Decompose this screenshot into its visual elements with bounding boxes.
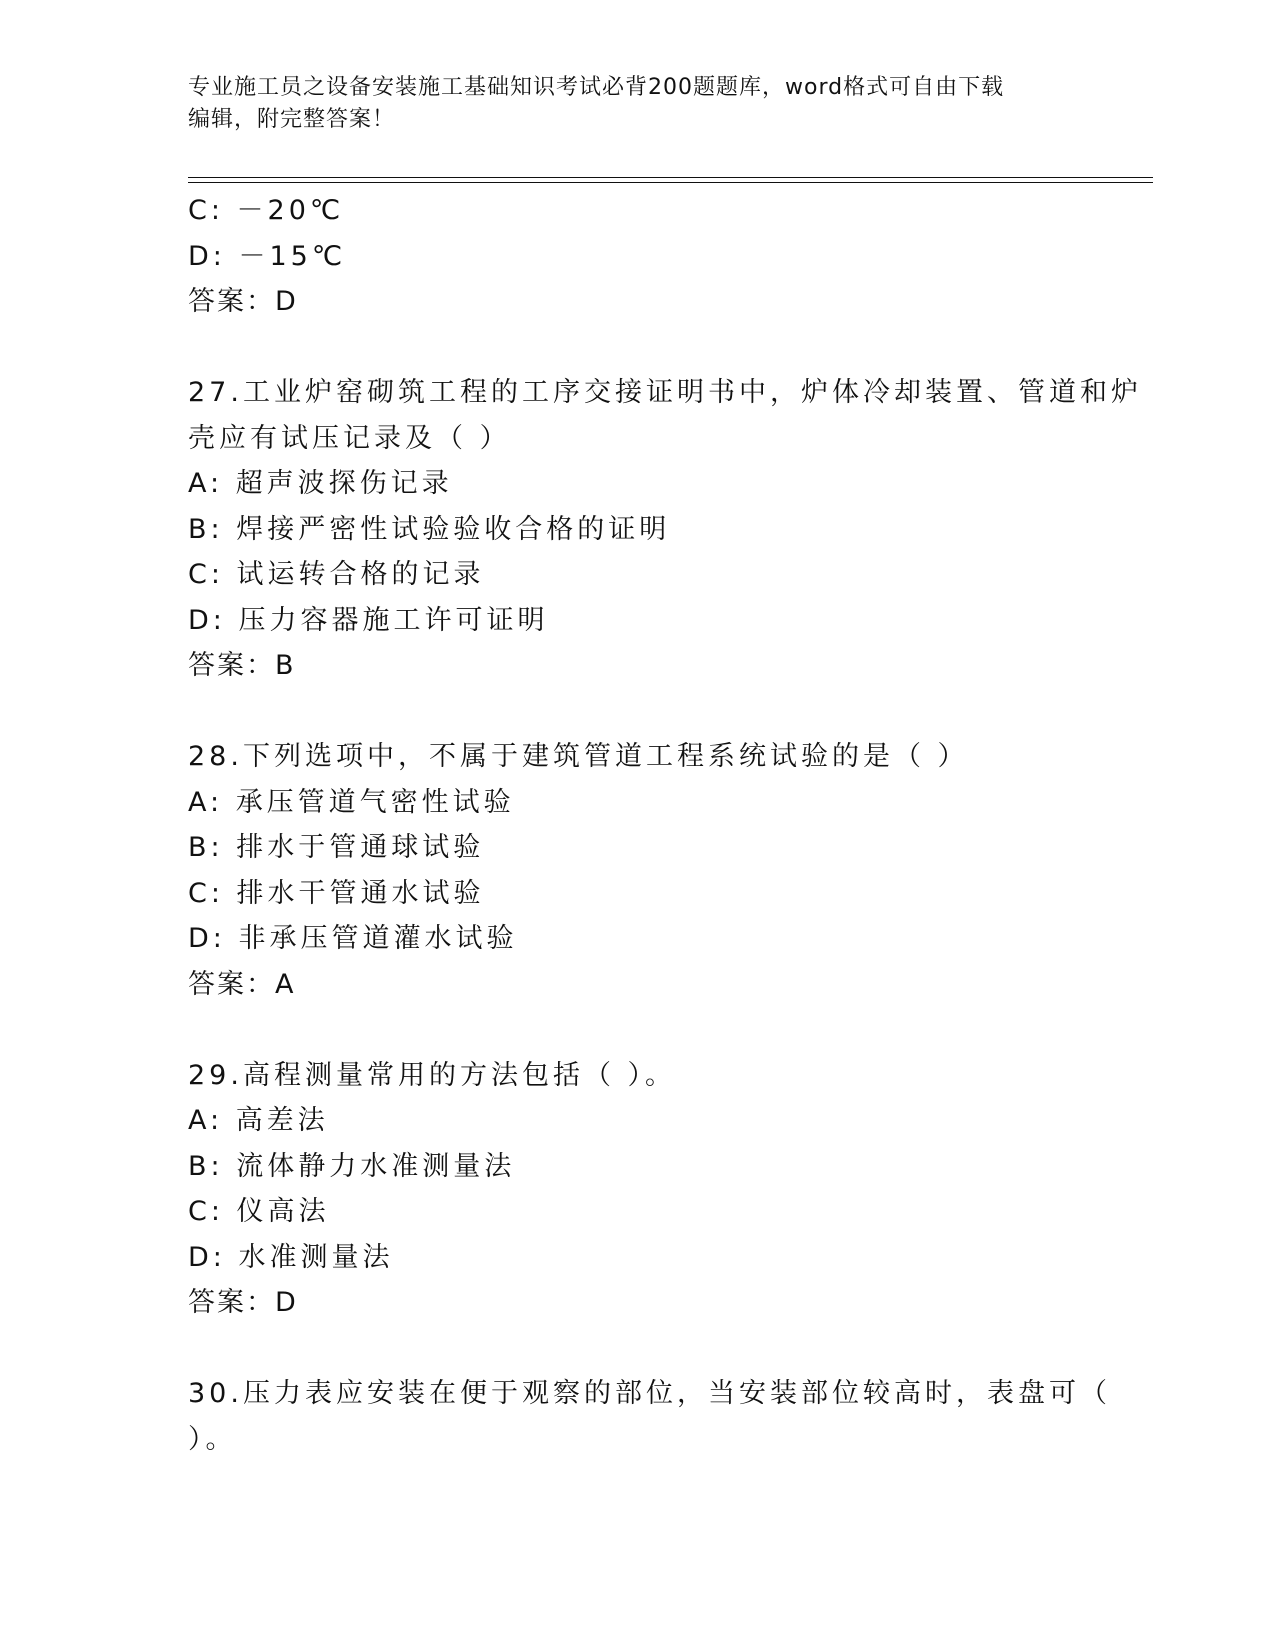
header-line-1: 专业施工员之设备安装施工基础知识考试必背200题题库，word格式可自由下载 — [188, 75, 1005, 100]
question-28 — [188, 734, 1148, 1007]
option-label: C: — [188, 559, 224, 590]
question-stem-continued: 壳应有试压记录及（ ） — [188, 422, 511, 454]
option-label: D: — [188, 1241, 226, 1273]
option-label: A: — [188, 1105, 224, 1136]
option-text: 非承压管道灌水试验 — [238, 923, 518, 954]
option-text: －15℃ — [238, 240, 347, 272]
option-label: D: — [188, 604, 226, 636]
option-text: 排水于管通球试验 — [236, 832, 485, 863]
question-stem-continued: ）。 — [188, 1423, 237, 1455]
option-d — [188, 1235, 1148, 1281]
option-text: 超声波探伤记录 — [235, 468, 453, 499]
question-stem: 29.高程测量常用的方法包括（ ）。 — [188, 1059, 677, 1091]
option-c — [188, 552, 1148, 598]
option-label: B: — [188, 832, 224, 863]
option-text: 排水干管通水试验 — [236, 877, 485, 909]
answer: 答案：D — [188, 286, 298, 317]
option-label: C: — [188, 195, 224, 226]
option-text: 水准测量法 — [238, 1241, 394, 1273]
header-divider-top — [188, 177, 1153, 178]
option-b — [188, 1144, 1148, 1190]
option-label: A: — [188, 468, 224, 499]
question-29 — [188, 1053, 1148, 1326]
option-text: －20℃ — [236, 195, 345, 226]
question-list — [188, 188, 1148, 1462]
option-d — [188, 916, 1148, 962]
option-c — [188, 871, 1148, 917]
header-line-2: 编辑，附完整答案！ — [188, 107, 396, 132]
option-text: 高差法 — [235, 1105, 329, 1136]
option-b — [188, 507, 1148, 553]
option-label: A: — [188, 786, 224, 818]
option-label: B: — [188, 1150, 224, 1182]
question-stem: 28.下列选项中，不属于建筑管道工程系统试验的是（ ） — [188, 741, 969, 772]
option-text: 压力容器施工许可证明 — [238, 604, 549, 636]
answer: 答案：D — [188, 1287, 298, 1318]
option-text: 试运转合格的记录 — [236, 559, 485, 590]
option-a — [188, 461, 1148, 507]
option-b — [188, 825, 1148, 871]
option-text: 流体静力水准测量法 — [236, 1150, 516, 1182]
option-label: C: — [188, 1196, 224, 1227]
option-label: D: — [188, 240, 226, 272]
option-label: B: — [188, 513, 224, 545]
option-text: 承压管道气密性试验 — [235, 786, 515, 818]
question-stem: 30.压力表应安装在便于观察的部位，当安装部位较高时，表盘可（ — [188, 1378, 1111, 1409]
question-27 — [188, 370, 1148, 689]
option-text: 仪高法 — [236, 1196, 330, 1227]
question-26-continuation — [188, 188, 1148, 325]
option-label: C: — [188, 877, 224, 909]
question-30 — [188, 1371, 1148, 1462]
document-header — [188, 72, 1088, 136]
option-a — [188, 780, 1148, 826]
option-d — [188, 598, 1148, 644]
answer: 答案：B — [188, 650, 296, 681]
option-label: D: — [188, 923, 226, 954]
option-text: 焊接严密性试验验收合格的证明 — [236, 513, 671, 545]
answer: 答案：A — [188, 968, 296, 1000]
option-a — [188, 1098, 1148, 1144]
header-divider-bottom — [188, 182, 1153, 183]
question-stem: 27.工业炉窑砌筑工程的工序交接证明书中，炉体冷却装置、管道和炉 — [188, 377, 1142, 408]
option-c — [188, 1189, 1148, 1235]
option-d — [188, 234, 1148, 280]
option-c — [188, 188, 1148, 234]
